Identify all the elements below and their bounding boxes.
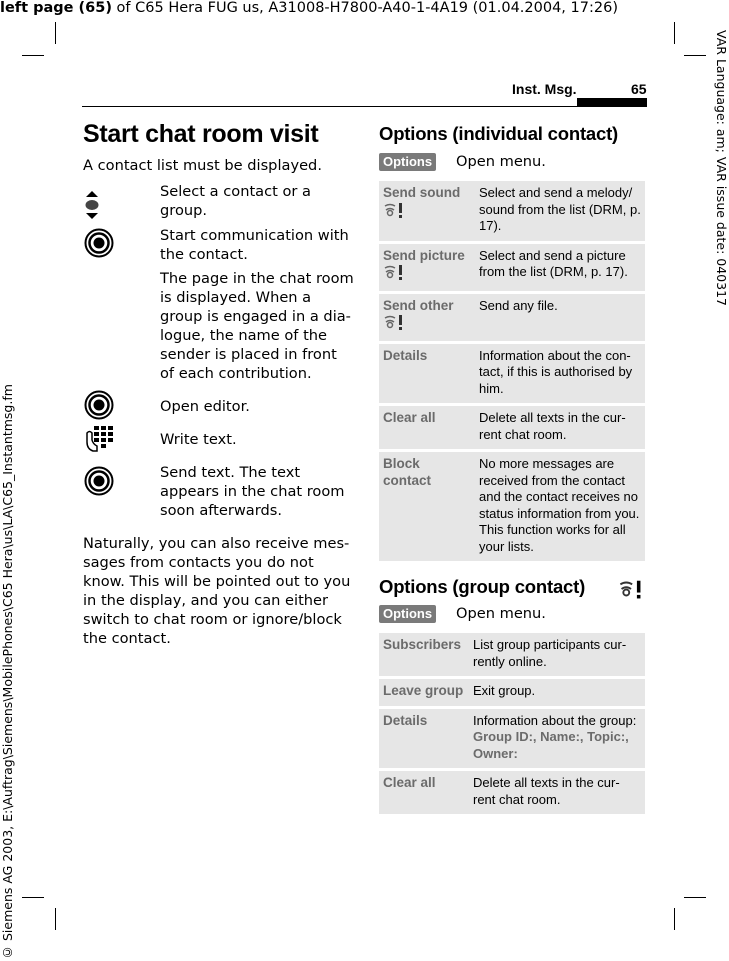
- header-tab-bar: [577, 98, 647, 107]
- step-2-detail-text: [160, 269, 354, 383]
- step-line: the contact.: [160, 246, 248, 263]
- step-line: sender is placed in front: [160, 346, 337, 363]
- table-row: [379, 452, 645, 561]
- option-name: Clear all: [379, 771, 469, 814]
- individual-options-table: [379, 178, 645, 564]
- group-options-title: Options (group contact): [379, 576, 586, 597]
- option-description: Send any file.: [475, 294, 645, 341]
- step-line: is displayed. When a: [160, 289, 312, 306]
- center-key-icon: [84, 390, 114, 424]
- closing-line: in the display, and you can either: [83, 592, 329, 609]
- option-description: Delete all texts in the cur-rent chat room.: [469, 771, 645, 814]
- option-name: Block contact: [379, 452, 475, 561]
- option-description: List group participants cur-rently online.: [469, 633, 645, 676]
- crop-mark: [22, 55, 44, 56]
- option-name: Send other: [379, 294, 475, 341]
- center-key-icon: [84, 466, 114, 500]
- closing-line: sages from contacts you do not: [83, 554, 314, 571]
- closing-paragraph: [83, 534, 350, 648]
- table-row: [379, 709, 645, 769]
- crop-mark: [55, 22, 56, 44]
- option-name: Send sound: [379, 181, 475, 241]
- step-line: Start communication with: [160, 227, 349, 244]
- option-name: Subscribers: [379, 633, 469, 676]
- crop-mark: [22, 897, 44, 898]
- header-rule: [82, 106, 647, 107]
- option-name: Send picture: [379, 244, 475, 291]
- step-5-text: Write text.: [160, 431, 237, 448]
- options-softkey[interactable]: Options: [379, 153, 436, 171]
- option-description: Select and send a melody/ sound from the list (DRM, p. 17).: [475, 181, 645, 241]
- option-name: Leave group: [379, 679, 469, 706]
- option-description: Exit group.: [469, 679, 645, 706]
- options-softkey[interactable]: Options: [379, 605, 436, 623]
- file-path-margin-text: © Siemens AG 2003, E:\Auftrag\Siemens\MobilePhones\C65 Hera\us\LA\C65_Instantmsg.fm: [0, 384, 15, 960]
- center-key-icon: [84, 228, 114, 262]
- option-description: Information about the con-tact, if this is authorised by him.: [475, 344, 645, 404]
- step-line: appears in the chat room: [160, 483, 345, 500]
- crop-mark: [684, 897, 706, 898]
- open-menu-text: Open menu.: [456, 605, 546, 622]
- crop-mark: [684, 55, 706, 56]
- closing-line: Naturally, you can also receive mes-: [83, 535, 350, 552]
- step-line: of each contribution.: [160, 365, 312, 382]
- step-line: Select a contact or a: [160, 183, 312, 200]
- print-header-rest: of C65 Hera FUG us, A31008-H7800-A40-1-4A19 (01.04.2004, 17:26): [111, 0, 618, 16]
- network-alert-icon: [383, 264, 405, 285]
- closing-line: switch to chat room or ignore/block: [83, 611, 342, 628]
- page-header-title: Inst. Msg.: [512, 81, 577, 97]
- crop-mark: [674, 22, 675, 44]
- section-title: Start chat room visit: [83, 120, 319, 148]
- print-header: [0, 0, 618, 16]
- network-alert-icon: [383, 202, 405, 223]
- step-line: Send text. The text: [160, 464, 301, 481]
- option-name: Details: [379, 709, 469, 769]
- page-number: 65: [631, 81, 647, 97]
- table-row: [379, 679, 645, 706]
- closing-line: the contact.: [83, 630, 171, 647]
- table-row: [379, 244, 645, 291]
- intro-text: A contact list must be displayed.: [83, 157, 322, 174]
- option-description: [469, 709, 645, 769]
- step-line: logue, the name of the: [160, 327, 328, 344]
- crop-mark: [674, 908, 675, 930]
- table-row: [379, 344, 645, 404]
- table-row: [379, 294, 645, 341]
- step-6-text: [160, 463, 345, 520]
- step-4-text: Open editor.: [160, 398, 250, 415]
- network-alert-icon: [383, 314, 405, 335]
- step-line: group is engaged in a dia-: [160, 308, 351, 325]
- table-row: [379, 181, 645, 241]
- table-row: [379, 406, 645, 449]
- navigation-updown-key-icon: [84, 190, 100, 224]
- var-info-margin-text: VAR Language: am; VAR issue date: 040317: [714, 30, 729, 306]
- step-1-text: [160, 182, 311, 220]
- individual-options-title: Options (individual contact): [379, 123, 619, 144]
- crop-mark: [55, 908, 56, 930]
- keypad-icon: [84, 424, 116, 458]
- network-alert-icon: [618, 579, 644, 603]
- table-row: [379, 633, 645, 676]
- group-options-table: [379, 630, 645, 817]
- closing-line: know. This will be pointed out to you: [83, 573, 351, 590]
- step-line: soon afterwards.: [160, 502, 283, 519]
- print-header-bold: left page (65): [0, 0, 112, 16]
- step-line: The page in the chat room: [160, 270, 354, 287]
- details-text: Information about the group:: [473, 712, 637, 728]
- step-line: group.: [160, 202, 208, 219]
- table-row: [379, 771, 645, 814]
- details-fields: Group ID:, Name:, Topic:, Owner:: [473, 729, 629, 761]
- step-2-text: [160, 226, 349, 264]
- option-name: Details: [379, 344, 475, 404]
- option-description: No more messages are received from the contact and the contact receives no status information from you. This function works for all your lists.: [475, 452, 645, 561]
- option-description: Select and send a picture from the list (DRM, p. 17).: [475, 244, 645, 291]
- option-name: Clear all: [379, 406, 475, 449]
- option-description: Delete all texts in the cur-rent chat room.: [475, 406, 645, 449]
- open-menu-text: Open menu.: [456, 153, 546, 170]
